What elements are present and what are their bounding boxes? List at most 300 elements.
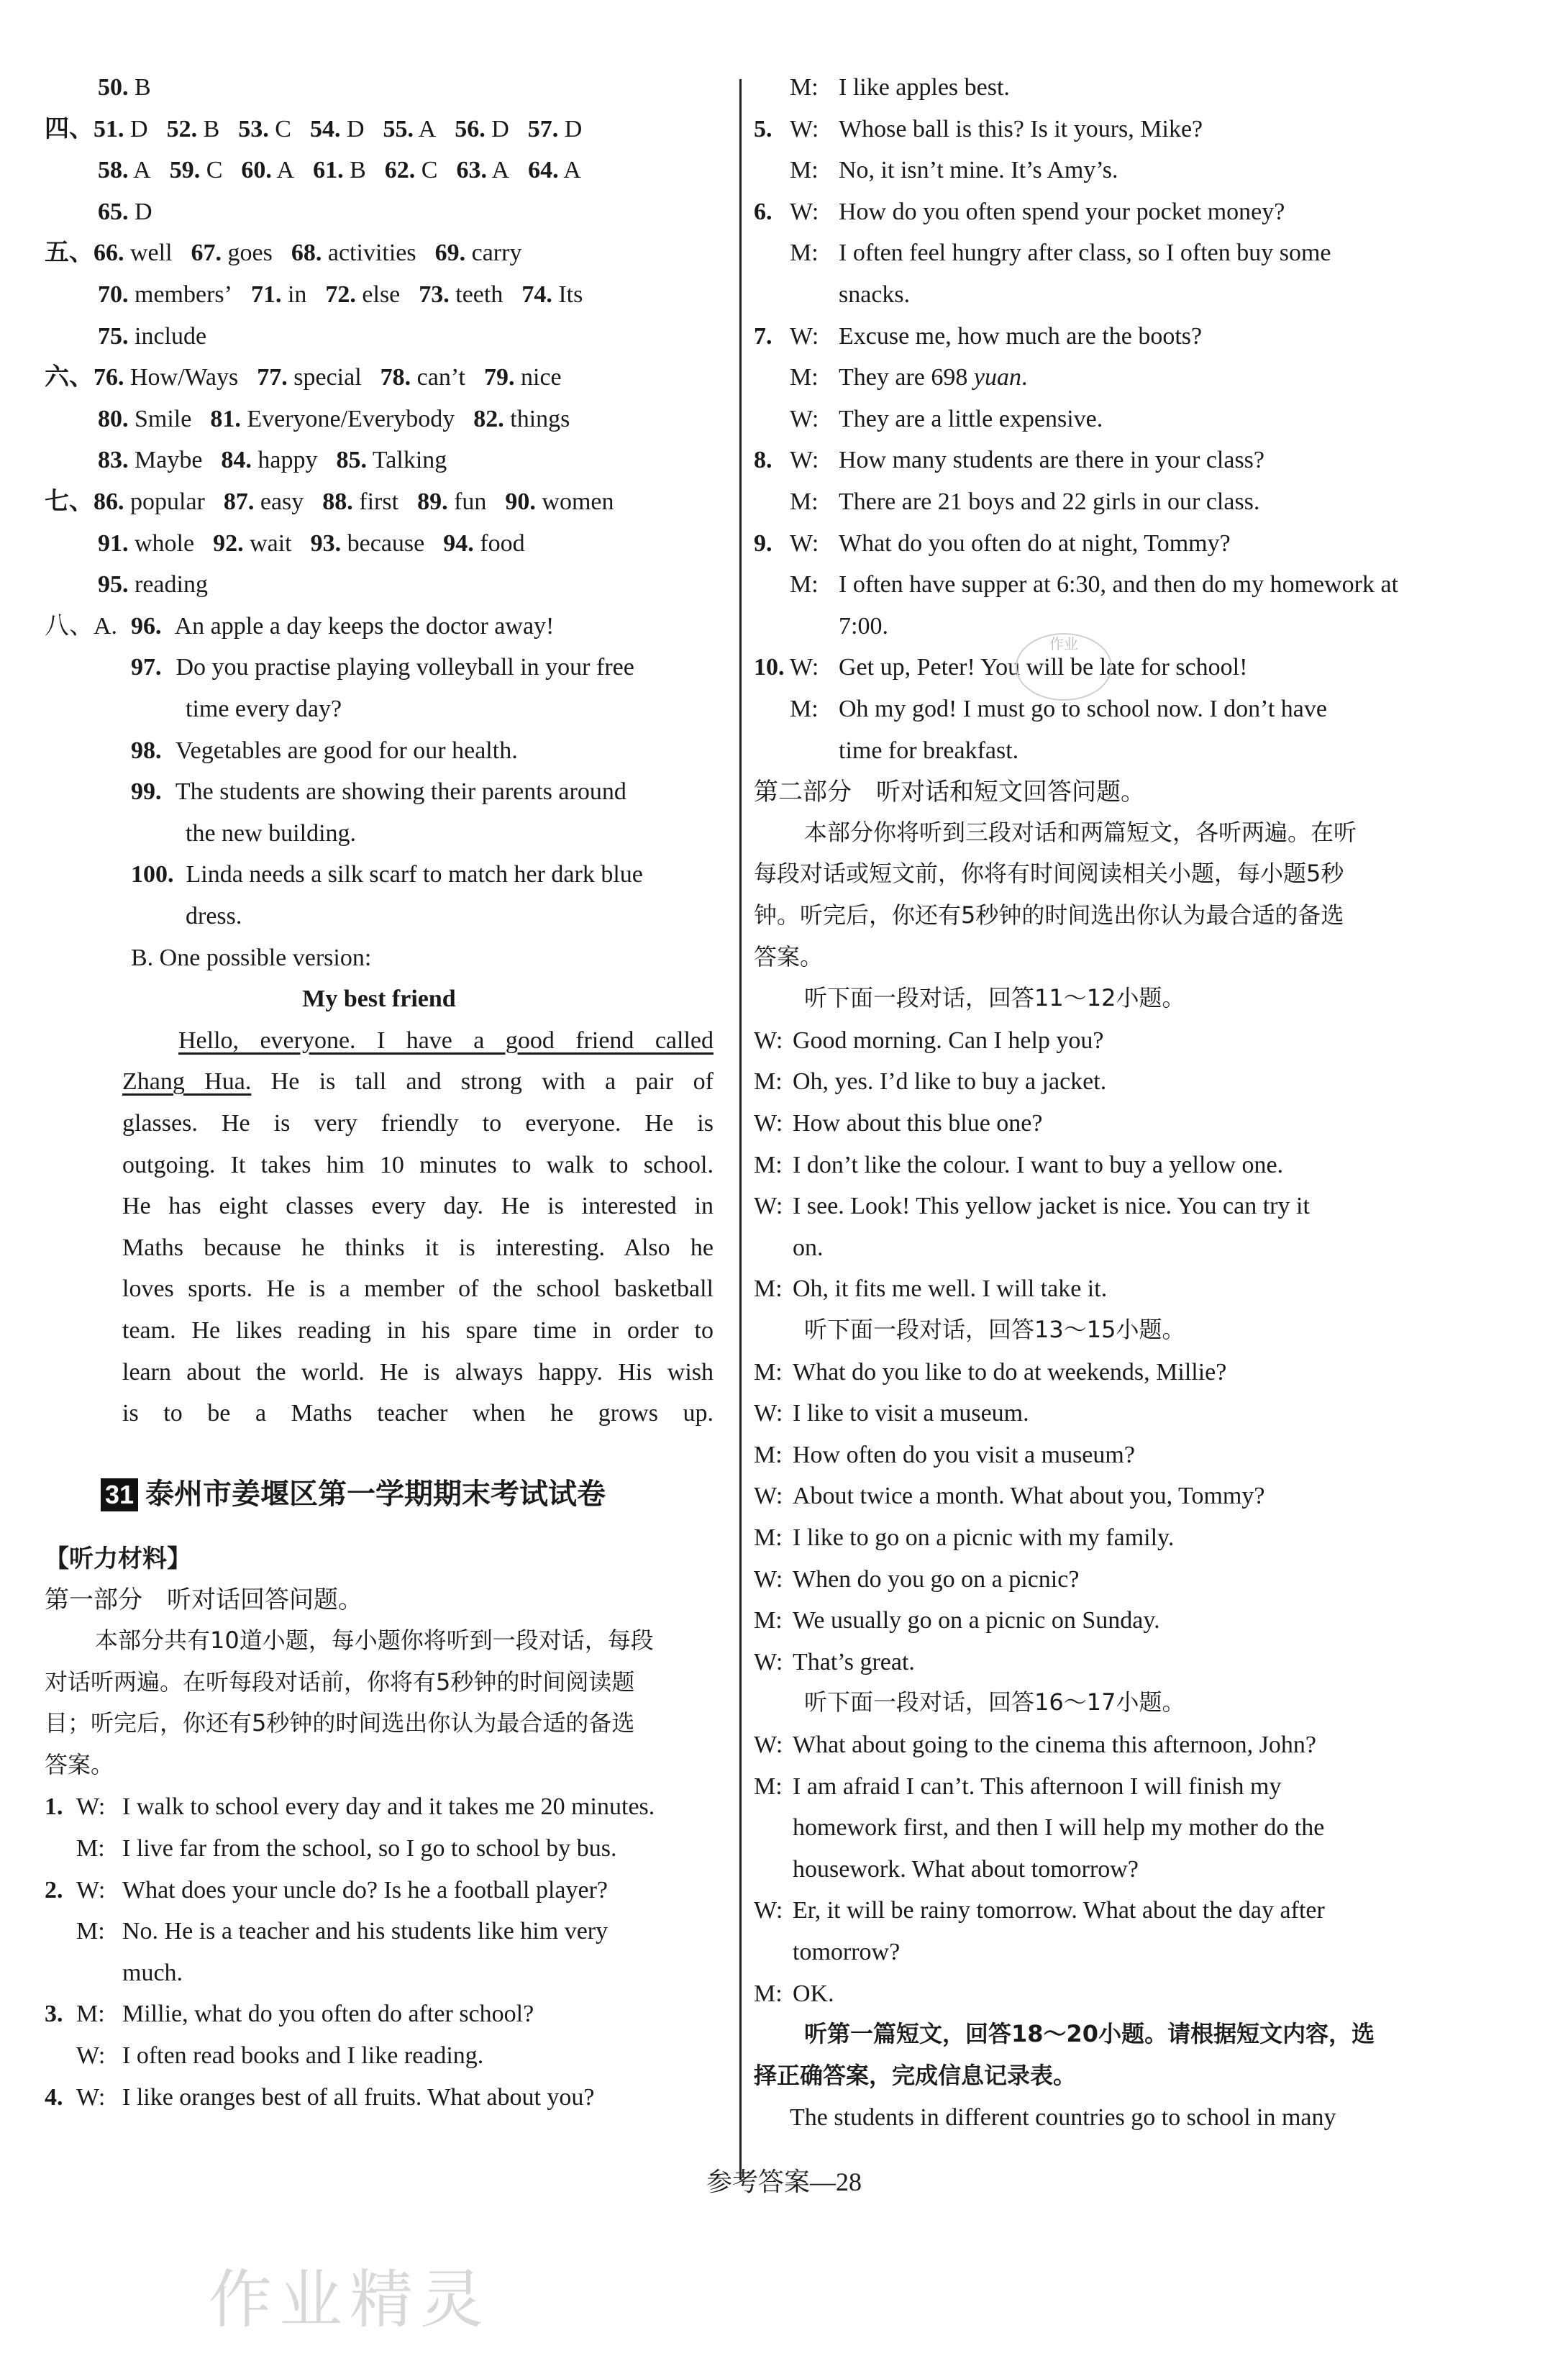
part-title-text: 第二部分 听对话和短文回答问题。 xyxy=(754,778,1145,807)
answer-number: 56. xyxy=(455,115,486,142)
answer-value: nice xyxy=(514,364,562,391)
dialog-line xyxy=(754,486,1259,518)
dialog-text: What do you like to do at weekends, Millie? xyxy=(793,1358,1227,1386)
dialog-line xyxy=(754,155,1118,186)
dialog-line xyxy=(754,652,1247,683)
answer-number: 73. xyxy=(419,281,450,308)
answer-number: 74. xyxy=(521,281,552,308)
dialog-line xyxy=(754,528,1231,560)
dialog-line xyxy=(754,1771,1282,1803)
dialog-number: 2. xyxy=(45,1876,63,1903)
answer-value: else xyxy=(355,281,401,308)
sentence-text: dress. xyxy=(186,903,242,929)
intro-line xyxy=(95,1626,654,1656)
dialog-text: How many students are there in your class? xyxy=(839,447,1264,474)
sentence-text: the new building. xyxy=(186,819,357,847)
answer-row xyxy=(98,279,583,311)
dialog-text: Millie, what do you often do after school? xyxy=(122,2001,534,2028)
question-label xyxy=(804,1315,1185,1345)
answer-value: B xyxy=(128,74,151,101)
section-number-badge: 31 xyxy=(101,1478,138,1511)
intro-text: 答案。 xyxy=(754,942,824,970)
dialog-line xyxy=(45,1957,183,1989)
dialog-text: About twice a month. What about you, Tommy? xyxy=(793,1483,1265,1510)
speaker: W: xyxy=(754,1193,783,1220)
dialog-text: That’s great. xyxy=(793,1648,915,1675)
answer-row xyxy=(98,528,525,560)
answer-row xyxy=(98,72,151,104)
sentence-line xyxy=(45,735,518,767)
dialog-text: I often have supper at 6:30, and then do my homework at xyxy=(839,571,1399,599)
dialog-number: 7. xyxy=(754,322,772,350)
answer-number: 62. xyxy=(384,157,416,184)
listening-label-text: 【听力材料】 xyxy=(45,1544,191,1573)
speaker: W: xyxy=(754,1897,783,1924)
dialog-number: 6. xyxy=(754,198,772,225)
dialog-text: 7:00. xyxy=(839,612,888,640)
answer-number: 85. xyxy=(336,447,368,474)
answer-row xyxy=(98,155,581,186)
dialog-line xyxy=(754,114,1203,145)
sentence-text: Vegetables are good for our health. xyxy=(170,737,518,764)
speaker: M: xyxy=(76,1835,105,1862)
dialog-line xyxy=(754,1564,1079,1596)
dialog-text: I don’t like the colour. I want to buy a yellow one. xyxy=(793,1151,1284,1178)
speaker: M: xyxy=(754,1524,783,1551)
answer-value: carry xyxy=(465,240,522,267)
answer-value: wait xyxy=(243,529,292,557)
answer-value: women xyxy=(535,488,614,515)
essay-text: He is tall and strong with a pair of xyxy=(251,1068,714,1096)
answer-value: in xyxy=(281,281,307,308)
intro-line xyxy=(45,1668,634,1698)
dialog-text: What does your uncle do? Is he a football player? xyxy=(122,1876,608,1903)
answer-value: Maybe xyxy=(128,447,203,474)
answer-number: 90. xyxy=(505,488,536,515)
question-label-text: 听下面一段对话，回答13～15小题。 xyxy=(804,1316,1185,1343)
answer-value: A xyxy=(486,157,510,184)
dialog-line xyxy=(754,1439,1135,1471)
answer-row xyxy=(98,445,447,476)
dialog-line xyxy=(754,1647,915,1678)
answer-number: 79. xyxy=(484,364,515,391)
passage-line xyxy=(790,2102,1336,2134)
dialog-text: homework first, and then I will help my mother do the xyxy=(793,1814,1325,1842)
dialog-line xyxy=(754,1978,834,2010)
speaker: M: xyxy=(754,1151,783,1178)
answer-value: C xyxy=(415,157,438,184)
question-label xyxy=(804,1688,1185,1718)
answer-number: 61. xyxy=(313,157,344,184)
essay-text: Zhang Hua. xyxy=(122,1068,252,1096)
speaker: M: xyxy=(790,240,819,267)
essay-line xyxy=(122,1398,714,1429)
answer-number: 64. xyxy=(528,157,559,184)
intro-text: 本部分共有10道小题，每小题你将听到一段对话，每段 xyxy=(95,1627,654,1654)
answer-value: fun xyxy=(447,488,487,515)
intro-text: 答案。 xyxy=(45,1750,114,1778)
dialog-line xyxy=(754,1025,1104,1057)
answer-value: C xyxy=(268,115,291,142)
dialog-line xyxy=(754,1273,1107,1305)
intro-line xyxy=(804,818,1357,848)
answer-value: first xyxy=(352,488,399,515)
speaker: W: xyxy=(790,198,819,225)
essay-text: team. He likes reading in his spare time in order to xyxy=(122,1317,714,1344)
dialog-text: No. He is a teacher and his students like him very xyxy=(122,1918,608,1945)
dialog-text: tomorrow? xyxy=(793,1939,901,1965)
answer-number: 四、51. xyxy=(45,115,124,142)
essay-text: He has eight classes every day. He is interested in xyxy=(122,1193,714,1220)
dialog-text: How often do you visit a museum? xyxy=(793,1441,1135,1468)
dialog-text-italic: yuan xyxy=(973,364,1021,391)
column-divider xyxy=(739,79,742,2180)
answer-number: 六、76. xyxy=(45,364,124,391)
dialog-text: How about this blue one? xyxy=(793,1110,1043,1137)
answer-number: 80. xyxy=(98,405,129,432)
answer-value: teeth xyxy=(449,281,503,308)
q18-text: 听第一篇短文，回答18～20小题。请根据短文内容，选 xyxy=(804,2020,1375,2048)
answer-number: 65. xyxy=(98,198,129,225)
essay-title-text: My best friend xyxy=(302,986,456,1013)
speaker: W: xyxy=(754,1483,783,1510)
answer-number: 59. xyxy=(169,157,201,184)
speaker: W: xyxy=(790,115,819,142)
speaker: M: xyxy=(754,1980,783,2007)
sentence-number: 100. xyxy=(131,861,174,888)
sentence-line xyxy=(186,901,242,932)
dialog-text: I like to go on a picnic with my family. xyxy=(793,1524,1175,1551)
speaker: W: xyxy=(76,1876,106,1903)
dialog-text: snacks. xyxy=(839,281,911,308)
dialog-text: housework. What about tomorrow? xyxy=(793,1855,1139,1883)
speaker: W: xyxy=(754,1648,783,1675)
answer-number: 81. xyxy=(210,405,241,432)
dialog-line xyxy=(754,445,1264,476)
answer-number: 77. xyxy=(257,364,288,391)
speaker: W: xyxy=(76,1793,106,1821)
essay-text: glasses. He is very friendly to everyone. He is xyxy=(122,1110,714,1137)
dialog-text-part: . xyxy=(1021,364,1028,391)
speaker: W: xyxy=(76,2042,106,2069)
sentence-text: Do you practise playing volleyball in your free xyxy=(170,654,634,681)
speaker: W: xyxy=(754,1110,783,1137)
essay-text: is to be a Maths teacher when he grows up. xyxy=(122,1400,714,1427)
answer-value: food xyxy=(473,529,525,557)
answer-number: 84. xyxy=(221,447,252,474)
speaker: W: xyxy=(754,1027,783,1054)
answer-number: 83. xyxy=(98,447,129,474)
answer-value: include xyxy=(128,322,207,350)
answer-number: 82. xyxy=(473,405,504,432)
answer-number: 91. xyxy=(98,529,129,557)
answer-value: D xyxy=(124,115,148,142)
essay-line xyxy=(122,1273,714,1305)
intro-text: 本部分你将听到三段对话和两篇短文，各听两遍。在听 xyxy=(804,818,1357,846)
intro-text: 每段对话或短文前，你将有时间阅读相关小题，每小题5秒 xyxy=(754,860,1344,888)
intro-text: 目；听完后，你还有5秒钟的时间选出你认为最合适的备选 xyxy=(45,1709,635,1737)
dialog-text: Get up, Peter! You will be late for school! xyxy=(839,654,1248,681)
answer-number: 50. xyxy=(98,74,129,101)
part-title xyxy=(45,1584,363,1616)
q18-text: 择正确答案，完成信息记录表。 xyxy=(754,2061,1077,2089)
speaker: M: xyxy=(76,1918,105,1945)
answer-value: can’t xyxy=(411,364,465,391)
essay-line xyxy=(122,1150,714,1181)
dialog-text: No, it isn’t mine. It’s Amy’s. xyxy=(839,157,1118,184)
section-header xyxy=(101,1475,606,1513)
answer-value: How/Ways xyxy=(124,364,239,391)
answer-value: Smile xyxy=(128,405,192,432)
speaker: M: xyxy=(790,157,819,184)
answer-number: 55. xyxy=(383,115,414,142)
dialog-text: time for breakfast. xyxy=(839,737,1019,764)
answer-number: 92. xyxy=(213,529,244,557)
speaker: M: xyxy=(754,1275,783,1303)
sentence-number: 99. xyxy=(131,778,162,806)
answer-row xyxy=(45,486,614,518)
dialog-text: I like oranges best of all fruits. What about you? xyxy=(122,2083,595,2111)
speaker: M: xyxy=(790,74,819,101)
dialog-number: 8. xyxy=(754,447,772,474)
essay-title xyxy=(45,983,714,1015)
dialog-text: I often read books and I like reading. xyxy=(122,2042,484,2069)
question-label xyxy=(804,983,1185,1014)
answer-value: members’ xyxy=(128,281,232,308)
answer-value: A xyxy=(271,157,295,184)
dialog-line xyxy=(754,237,1331,269)
dialog-line xyxy=(45,1833,616,1865)
dialog-line xyxy=(45,2082,595,2114)
speaker: M: xyxy=(790,571,819,599)
dialog-line xyxy=(754,72,1010,104)
dialog-text: What about going to the cinema this afternoon, John? xyxy=(793,1732,1316,1758)
dialog-line xyxy=(45,1998,534,2030)
answer-number: 68. xyxy=(291,240,322,267)
dialog-line xyxy=(754,1522,1174,1554)
dialog-text: I see. Look! This yellow jacket is nice. You can try it xyxy=(793,1193,1310,1220)
answer-value: D xyxy=(128,198,152,225)
answer-value: happy xyxy=(251,447,318,474)
answer-number: 57. xyxy=(527,115,559,142)
speaker: W: xyxy=(790,529,819,557)
speaker: M: xyxy=(754,1607,783,1634)
sentence-line xyxy=(45,652,634,683)
speaker: W: xyxy=(754,1732,783,1758)
sentence-text: The students are showing their parents around xyxy=(170,778,626,806)
answer-number: 88. xyxy=(322,488,353,515)
section-title: 泰州市姜堰区第一学期期末考试试卷 xyxy=(145,1478,606,1510)
part-title-text: 第一部分 听对话回答问题。 xyxy=(45,1586,363,1615)
dialog-text: Excuse me, how much are the boots? xyxy=(839,322,1203,350)
q18-line xyxy=(804,2019,1375,2050)
dialog-line xyxy=(754,1357,1226,1388)
speaker: M: xyxy=(790,364,819,391)
answer-number: 93. xyxy=(310,529,342,557)
answer-number: 60. xyxy=(241,157,272,184)
dialog-text: Good morning. Can I help you? xyxy=(793,1027,1104,1054)
dialog-line xyxy=(754,196,1285,228)
speaker: W: xyxy=(754,1565,783,1593)
dialog-line xyxy=(754,1232,824,1264)
speaker: M: xyxy=(790,696,819,722)
answer-value: Talking xyxy=(367,447,447,474)
section-prefix: 八、A. xyxy=(45,612,118,640)
answer-number: 87. xyxy=(223,488,255,515)
watermark-text: 作业精灵 xyxy=(209,2262,491,2337)
answer-value: reading xyxy=(128,571,208,599)
essay-line xyxy=(122,1191,714,1222)
intro-line xyxy=(45,1750,114,1780)
part-title xyxy=(754,776,1145,808)
answer-value: B xyxy=(197,115,220,142)
speaker: W: xyxy=(76,2083,106,2111)
answer-number: 71. xyxy=(250,281,282,308)
answer-value: special xyxy=(287,364,362,391)
speaker: M: xyxy=(754,1358,783,1386)
answer-number: 52. xyxy=(166,115,198,142)
answer-number: 63. xyxy=(456,157,487,184)
essay-line xyxy=(122,1108,714,1140)
dialog-number: 9. xyxy=(754,529,772,557)
sentence-line xyxy=(45,859,643,891)
speaker: M: xyxy=(754,1773,783,1800)
dialog-text: much. xyxy=(122,1959,183,1986)
speaker: M: xyxy=(754,1068,783,1096)
dialog-line xyxy=(754,1854,1139,1886)
answer-row xyxy=(98,404,570,435)
sentence-text: An apple a day keeps the doctor away! xyxy=(170,612,555,640)
intro-text: 对话听两遍。在听每段对话前，你将有5秒钟的时间阅读题 xyxy=(45,1668,635,1696)
essay-line xyxy=(122,1315,714,1347)
speaker: W: xyxy=(790,447,819,474)
essay-text: learn about the world. He is always happy. His wish xyxy=(122,1358,714,1386)
answer-value: well xyxy=(124,240,173,267)
answer-value: A xyxy=(128,157,151,184)
dialog-number: 10. xyxy=(754,654,785,681)
sentence-number: 97. xyxy=(131,654,162,681)
answer-value: A xyxy=(558,157,581,184)
answer-number: 53. xyxy=(238,115,269,142)
dialog-text: Oh my god! I must go to school now. I don’t have xyxy=(839,696,1327,722)
dialog-line xyxy=(45,1791,655,1823)
sentence-text: time every day? xyxy=(186,696,342,722)
answer-value: easy xyxy=(254,488,304,515)
dialog-text: I live far from the school, so I go to school by bus. xyxy=(122,1835,617,1862)
answer-number: 五、66. xyxy=(45,240,124,267)
essay-line xyxy=(122,1232,714,1264)
dialog-text: We usually go on a picnic on Sunday. xyxy=(793,1607,1160,1634)
dialog-number: 1. xyxy=(45,1793,63,1821)
dialog-line xyxy=(45,2040,483,2072)
speaker: W: xyxy=(754,1400,783,1427)
answer-number: 95. xyxy=(98,571,129,599)
dialog-number: 3. xyxy=(45,2001,63,2028)
dialog-line xyxy=(754,1812,1324,1844)
sentence-text: Linda needs a silk scarf to match her dark blue xyxy=(180,861,643,888)
answer-value: popular xyxy=(124,488,205,515)
dialog-line xyxy=(754,611,888,642)
dialog-text: I like apples best. xyxy=(839,74,1010,101)
sentence-number: 98. xyxy=(131,737,162,764)
passage-text: The students in different countries go to school in many xyxy=(790,2104,1336,2132)
answer-value: A xyxy=(414,115,437,142)
intro-line xyxy=(45,1709,634,1739)
intro-text: 钟。听完后，你还有5秒钟的时间选出你认为最合适的备选 xyxy=(754,901,1344,929)
dialog-text-part: They are 698 xyxy=(839,364,974,391)
dialog-number: 4. xyxy=(45,2083,63,2111)
dialog-text: Oh, yes. I’d like to buy a jacket. xyxy=(793,1068,1107,1096)
speaker: W: xyxy=(790,322,819,350)
dialog-line xyxy=(754,1066,1106,1098)
answer-value: Everyone/Everybody xyxy=(240,405,455,432)
dialog-text: I like to visit a museum. xyxy=(793,1400,1029,1427)
dialog-number: 5. xyxy=(754,115,772,142)
answer-number: 七、86. xyxy=(45,488,124,515)
essay-text: Hello, everyone. I have a good friend called xyxy=(178,1027,714,1054)
answer-number: 94. xyxy=(443,529,474,557)
dialog-text: Whose ball is this? Is it yours, Mike? xyxy=(839,115,1203,142)
dialog-text: When do you go on a picnic? xyxy=(793,1565,1080,1593)
answer-row xyxy=(98,196,152,228)
sentence-line xyxy=(45,776,626,808)
answer-number: 67. xyxy=(191,240,222,267)
dialog-text: I am afraid I can’t. This afternoon I will finish my xyxy=(793,1773,1282,1800)
speaker: W: xyxy=(790,405,819,432)
essay-line xyxy=(178,1025,714,1057)
dialog-text: I walk to school every day and it takes me 20 minutes. xyxy=(122,1793,655,1821)
dialog-line xyxy=(754,693,1327,725)
dialog-text: Oh, it fits me well. I will take it. xyxy=(793,1275,1108,1303)
dialog-line xyxy=(754,569,1398,601)
answer-number: 58. xyxy=(98,157,129,184)
dialog-line xyxy=(754,404,1103,435)
sentence-line xyxy=(45,611,554,642)
version-label-text: B. One possible version: xyxy=(131,944,372,971)
answer-number: 54. xyxy=(309,115,341,142)
speaker: M: xyxy=(790,488,819,515)
dialog-text xyxy=(839,364,1027,391)
dialog-text: There are 21 boys and 22 girls in our class. xyxy=(839,488,1260,515)
speaker: W: xyxy=(790,654,819,681)
speaker: M: xyxy=(76,2001,105,2028)
answer-number: 75. xyxy=(98,322,129,350)
essay-text: Maths because he thinks it is interesting. Also he xyxy=(122,1234,714,1261)
watermark-stamp: 作业 xyxy=(1016,633,1112,701)
answer-value: Its xyxy=(552,281,583,308)
answer-number: 70. xyxy=(98,281,129,308)
dialog-line xyxy=(754,279,910,311)
dialog-text: OK. xyxy=(793,1980,834,2007)
intro-line xyxy=(754,859,1344,889)
dialog-line xyxy=(754,1729,1316,1761)
q18-line xyxy=(754,2061,1076,2091)
dialog-line xyxy=(754,321,1202,352)
dialog-text: I often feel hungry after class, so I often buy some xyxy=(839,240,1331,267)
speaker: M: xyxy=(754,1441,783,1468)
essay-line xyxy=(122,1066,714,1098)
dialog-text: Er, it will be rainy tomorrow. What about the day after xyxy=(793,1897,1325,1924)
answer-row xyxy=(45,237,521,269)
essay-text: outgoing. It takes him 10 minutes to walk to school. xyxy=(122,1151,714,1178)
question-label-text: 听下面一段对话，回答16～17小题。 xyxy=(804,1688,1185,1716)
intro-line xyxy=(754,942,823,973)
dialog-line xyxy=(754,1895,1325,1927)
answer-value: things xyxy=(503,405,570,432)
dialog-line xyxy=(754,735,1018,767)
dialog-line xyxy=(754,1191,1310,1222)
sentence-line xyxy=(186,693,342,725)
